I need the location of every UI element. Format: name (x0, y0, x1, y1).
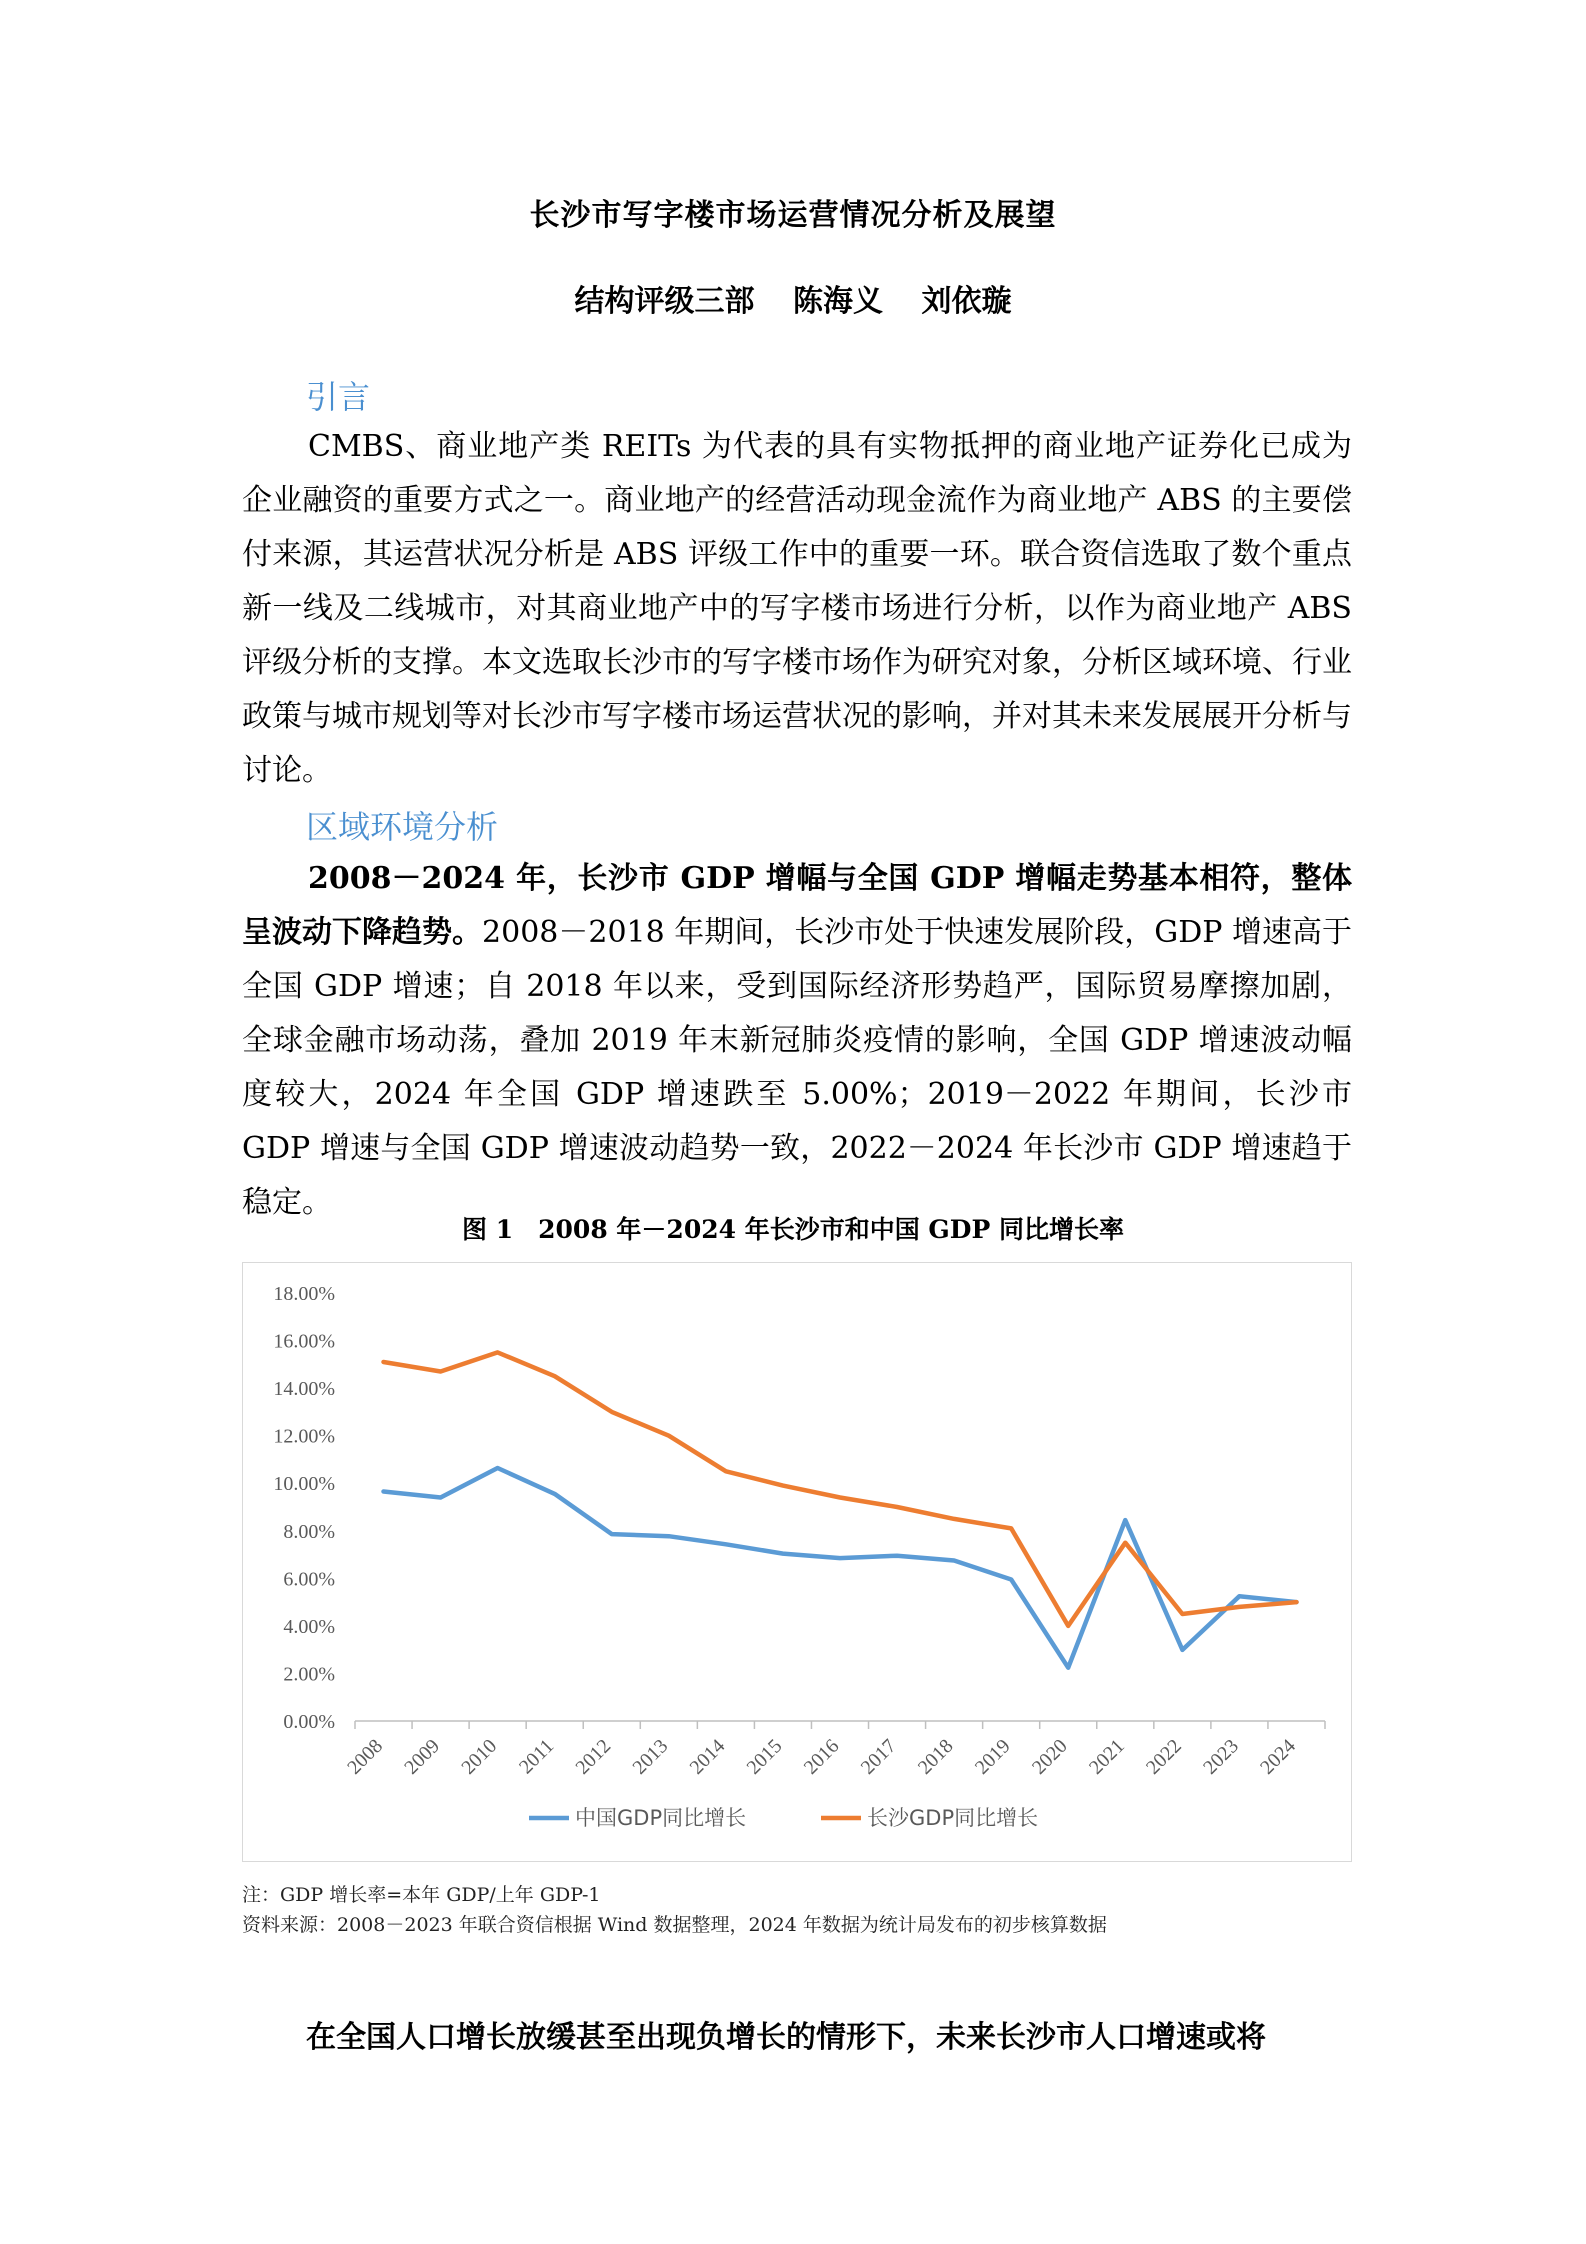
y-tick-label: 16.00% (273, 1330, 335, 1353)
x-tick-label: 2009 (400, 1734, 445, 1779)
x-tick-label: 2015 (742, 1734, 787, 1779)
gdp-line-chart (243, 1263, 1353, 1863)
document-title: 长沙市写字楼市场运营情况分析及展望 (529, 198, 1057, 233)
region-paragraph (242, 852, 1352, 1230)
x-tick-label: 2020 (1027, 1734, 1072, 1779)
section-heading-intro: 引言 (306, 378, 371, 416)
region-paragraph-lead: 2008－2024 年，长沙市 GDP 增幅与全国 GDP 增幅走势基本相符，整体呈波动下降趋势。 (242, 861, 1352, 950)
x-tick-label: 2019 (970, 1734, 1015, 1779)
changsha-gdp-line (384, 1352, 1297, 1626)
author-name-1: 陈海义 (793, 284, 883, 319)
bottom-paragraph-start: 在全国人口增长放缓甚至出现负增长的情形下，未来长沙市人口增速或将 (306, 2020, 1266, 2055)
x-tick-label: 2021 (1084, 1734, 1129, 1779)
x-tick-label: 2017 (856, 1734, 901, 1779)
author-line (0, 276, 1586, 320)
x-tick-label: 2011 (514, 1734, 559, 1779)
figure-caption: 图 1 2008 年－2024 年长沙市和中国 GDP 同比增长率 (462, 1215, 1124, 1244)
chart-source: 资料来源：2008－2023 年联合资信根据 Wind 数据整理，2024 年数据为统计局发布的初步核算数据 (242, 1914, 1107, 1936)
legend-label: 长沙GDP同比增长 (867, 1806, 1039, 1830)
y-tick-label: 12.00% (273, 1425, 335, 1448)
x-tick-label: 2023 (1199, 1734, 1243, 1779)
author-name-2: 刘依璇 (921, 284, 1012, 319)
x-tick-label: 2014 (685, 1734, 730, 1779)
x-tick-label: 2016 (799, 1734, 844, 1779)
x-tick-label: 2018 (913, 1734, 958, 1779)
x-tick-label: 2012 (571, 1734, 616, 1779)
author-department: 结构评级三部 (574, 284, 755, 319)
y-tick-label: 14.00% (273, 1378, 335, 1401)
y-tick-label: 8.00% (283, 1520, 335, 1543)
x-tick-label: 2024 (1256, 1734, 1301, 1779)
gdp-chart (242, 1262, 1352, 1862)
x-tick-label: 2010 (457, 1734, 502, 1779)
y-tick-label: 6.00% (283, 1568, 335, 1591)
y-tick-label: 10.00% (273, 1473, 335, 1496)
y-tick-label: 0.00% (283, 1711, 335, 1733)
x-tick-label: 2008 (343, 1734, 388, 1779)
section-heading-region: 区域环境分析 (306, 808, 499, 846)
chart-note: 注：GDP 增长率=本年 GDP/上年 GDP-1 (242, 1884, 601, 1906)
y-tick-label: 18.00% (273, 1283, 335, 1305)
y-tick-label: 2.00% (283, 1663, 335, 1686)
x-tick-label: 2022 (1142, 1734, 1186, 1779)
y-tick-label: 4.00% (283, 1615, 335, 1638)
intro-paragraph: CMBS、商业地产类 REITs 为代表的具有实物抵押的商业地产证券化已成为企业融资的重要方式之一。商业地产的经营活动现金流作为商业地产 ABS 的主要偿付来源，其运营状况分析是 ABS 评级工作中的重要一环。联合资信选取了数个重点新一线及二线城市，对其商业地产中的写字楼市场进行分析，以作为商业地产 ABS 评级分析的支撑。本文选取长沙市的写字楼市场作为研究对象，分析区域环境、行业政策与城市规划等对长沙市写字楼市场运营状况的影响，并对其未来发展展开分析与讨论。 (242, 429, 1352, 788)
region-paragraph-body: 2008－2018 年期间，长沙市处于快速发展阶段，GDP 增速高于全国 GDP 增速；自 2018 年以来，受到国际经济形势趋严，国际贸易摩擦加剧，全球金融市场动荡，叠加 2019 年末新冠肺炎疫情的影响，全国 GDP 增速波动幅度较大，2024 年全国 GDP 增速跌至 5.00%；2019－2022 年期间，长沙市 GDP 增速与全国 GDP 增速波动趋势一致，2022－2024 年长沙市 GDP 增速趋于稳定。 (242, 915, 1352, 1220)
x-tick-label: 2013 (628, 1734, 673, 1779)
legend-label: 中国GDP同比增长 (575, 1806, 747, 1830)
